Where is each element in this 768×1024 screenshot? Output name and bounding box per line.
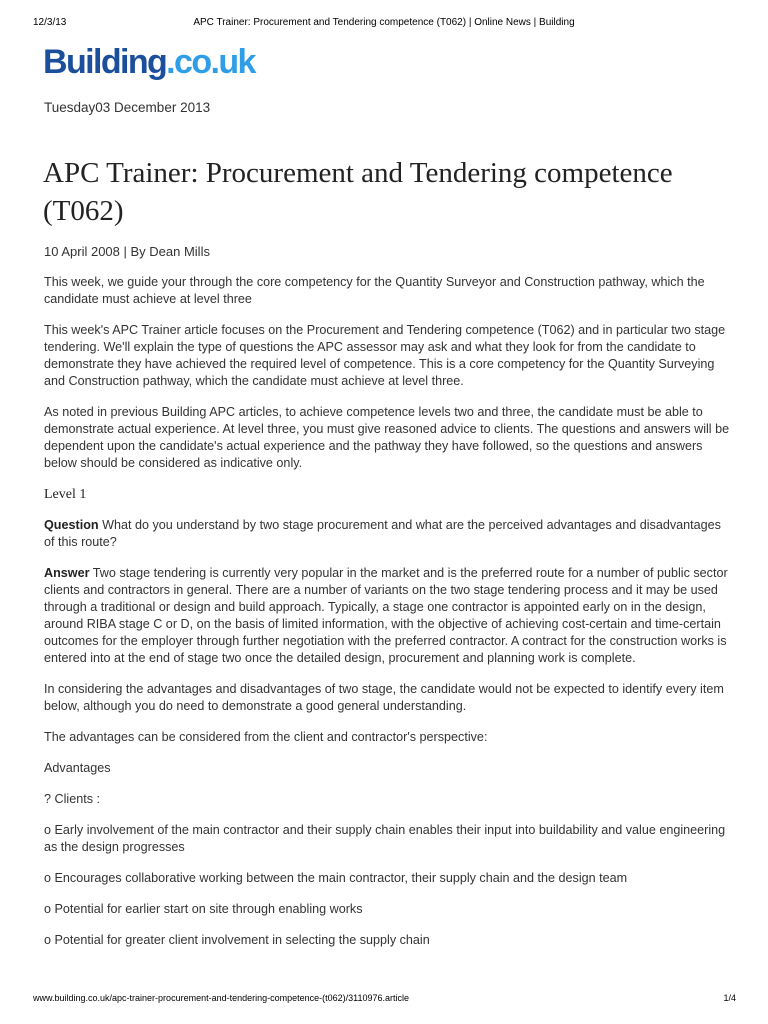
answer-label: Answer [44, 566, 90, 580]
level-heading: Level 1 [44, 487, 87, 502]
logo-tld-text: .co.uk [166, 43, 255, 81]
article-headline: APC Trainer: Procurement and Tendering competence (T062) [43, 157, 673, 227]
logo-main-text: Building [43, 43, 167, 81]
issue-date: Tuesday03 December 2013 [44, 100, 211, 115]
article-paragraph: As noted in previous Building APC articles, to achieve competence levels two and three, the candidate must be able to demonstrate actual experience. At level three, you must give reasoned advice to clients. The questions and answers will be dependent upon the candidate's actual experience and the pathway they have followed, so the questions and answers below should be considered as indicative only. [44, 405, 730, 470]
page-number: 1/4 [723, 993, 736, 1003]
list-item: o Early involvement of the main contractor and their supply chain enables their input into buildability and value engineering as the design progresses [44, 823, 726, 854]
article-paragraph: This week's APC Trainer article focuses on the Procurement and Tendering competence (T062) and in particular two stage tendering. We'll explain the type of questions the APC assessor may ask and what they look for from the candidate to demonstrate they have achieved the required level of competence. This is a core competency for the Quantity Surveying and Construction pathway, which the candidate must achieve at level three. [44, 323, 726, 388]
clients-heading: ? Clients : [44, 792, 100, 806]
answer-paragraph [44, 565, 734, 667]
advantages-heading: Advantages [44, 761, 111, 775]
site-logo[interactable] [43, 42, 255, 82]
question-text: What do you understand by two stage procurement and what are the perceived advantages and disadvantages of this route? [44, 518, 721, 549]
question-label: Question [44, 518, 99, 532]
print-date: 12/3/13 [33, 17, 67, 28]
list-item: o Potential for earlier start on site through enabling works [44, 902, 363, 916]
list-item: o Encourages collaborative working between the main contractor, their supply chain and the design team [44, 871, 628, 885]
article-body [44, 274, 734, 963]
article-paragraph: The advantages can be considered from the client and contractor's perspective: [44, 730, 488, 744]
article-byline: 10 April 2008 | By Dean Mills [44, 244, 210, 259]
list-item: o Potential for greater client involvement in selecting the supply chain [44, 933, 430, 947]
print-page-title: APC Trainer: Procurement and Tendering competence (T062) | Online News | Building [193, 17, 575, 28]
print-footer [0, 993, 768, 1007]
article-intro: This week, we guide your through the core competency for the Quantity Surveyor and Construction pathway, which the candidate must achieve at level three [44, 275, 705, 306]
article-paragraph: In considering the advantages and disadvantages of two stage, the candidate would not be expected to identify every item below, although you do need to demonstrate a good general understanding. [44, 682, 724, 713]
answer-text: Two stage tendering is currently very popular in the market and is the preferred route for a number of public sector clients and contractors in general. There are a number of variants on the two stage tendering process and it may be used through a traditional or design and build approach. Typically, a stage one contractor is appointed early on in the design, around RIBA stage C or D, on the basis of limited information, with the objective of achieving cost-certain and time-certain outcomes for the employer through further negotiation with the preferred contractor. A contract for the construction works is entered into at the end of stage two once the detailed design, procurement and planning work is complete. [44, 566, 728, 665]
print-url: www.building.co.uk/apc-trainer-procurement-and-tendering-competence-(t062)/3110976.article [33, 993, 410, 1003]
print-header [0, 17, 768, 33]
question-paragraph [44, 517, 734, 551]
